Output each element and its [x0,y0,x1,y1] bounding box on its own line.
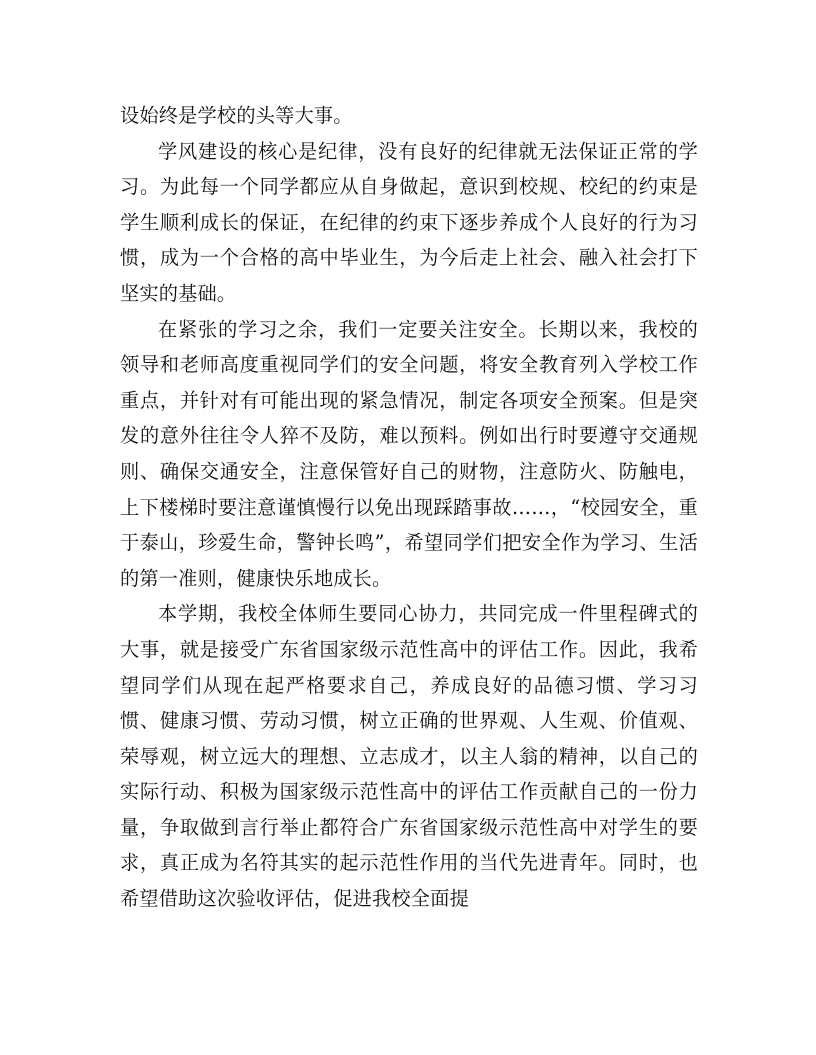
paragraph-evaluation: 本学期，我校全体师生要同心协力，共同完成一件里程碑式的大事，就是接受广东省国家级示范性高中的评估工作。因此，我希望同学们从现在起严格要求自己，养成良好的品德习惯、学习习惯、健康习惯、劳动习惯，树立正确的世界观、人生观、价值观、荣辱观，树立远大的理想、立志成才，以主人翁的精神，以自己的实际行动、积极为国家级示范性高中的评估工作贡献自己的一份力量，争取做到言行举止都符合广东省国家级示范性高中对学生的要求，真正成为名符其实的起示范性作用的当代先进青年。同时，也希望借助这次验收评估，促进我校全面提 [120,602,698,911]
paragraph-continued: 设始终是学校的头等大事。 [120,104,353,127]
document-body [120,98,698,917]
paragraph-discipline: 学风建设的核心是纪律，没有良好的纪律就无法保证正常的学习。为此每一个同学都应从自身做起，意识到校规、校纪的约束是学生顺利成长的保证，在纪律的约束下逐步养成个人良好的行为习惯，成为一个合格的高中毕业生，为今后走上社会、融入社会打下坚实的基础。 [120,139,698,305]
paragraph-safety: 在紧张的学习之余，我们一定要关注安全。长期以来，我校的领导和老师高度重视同学们的安全问题，将安全教育列入学校工作重点，并针对有可能出现的紧急情况，制定各项安全预案。但是突发的意外往往令人猝不及防，难以预料。例如出行时要遵守交通规则、确保交通安全，注意保管好自己的财物，注意防火、防触电，上下楼梯时要注意谨慎慢行以免出现踩踏事故……，“校园安全，重于泰山，珍爱生命，警钟长鸣”，希望同学们把安全作为学习、生活的第一准则，健康快乐地成长。 [120,317,698,590]
